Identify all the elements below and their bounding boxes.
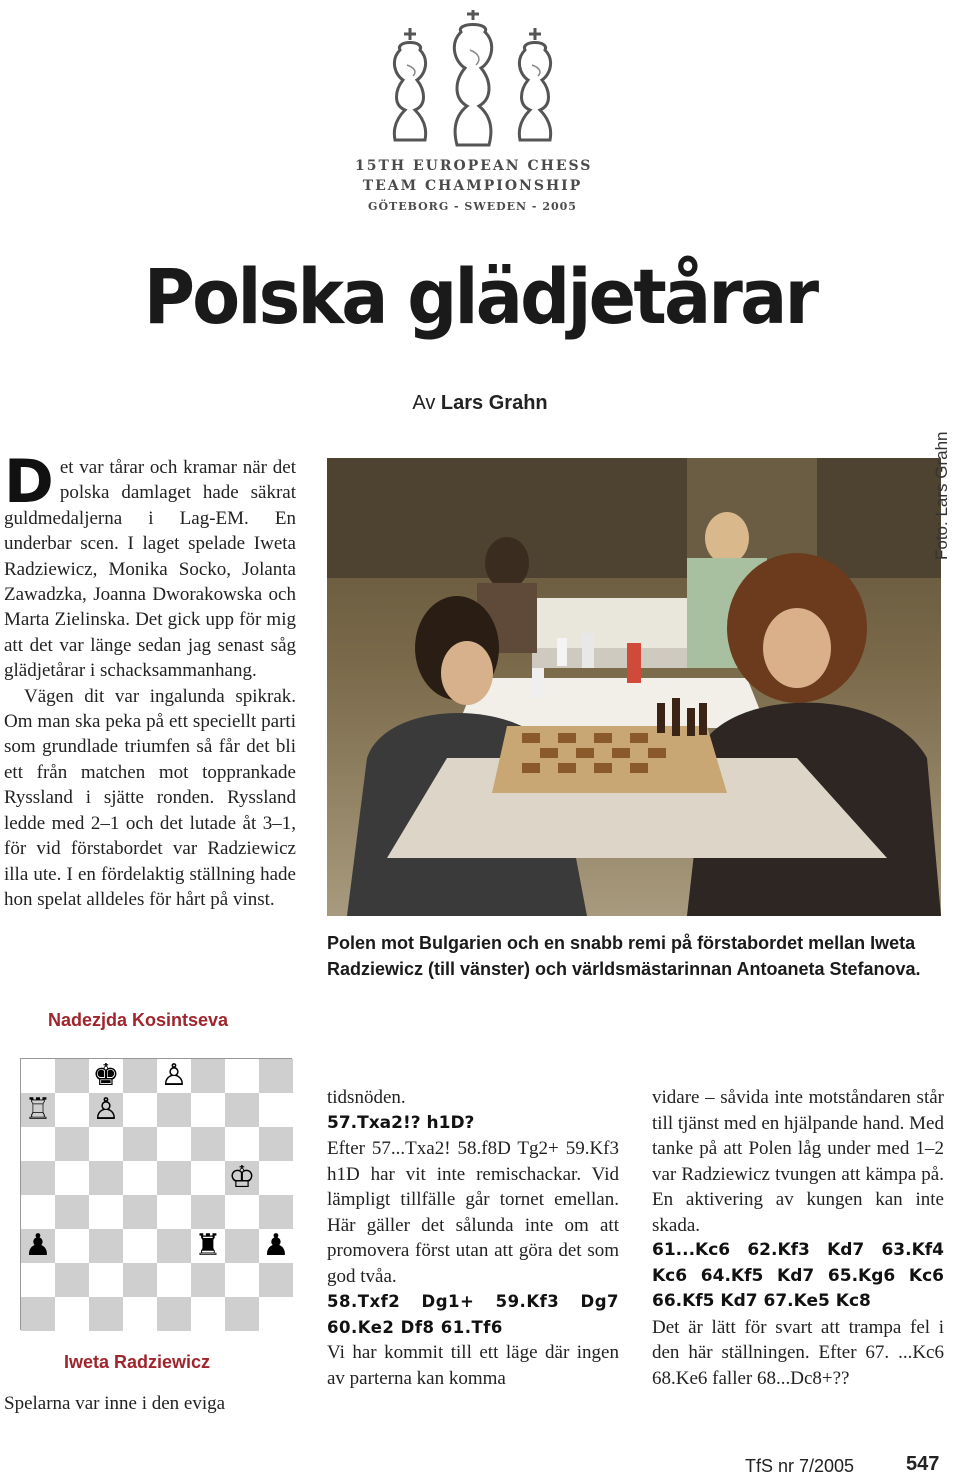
board-square-b1 bbox=[55, 1297, 89, 1331]
board-square-h5 bbox=[259, 1161, 293, 1195]
board-square-b7 bbox=[55, 1093, 89, 1127]
board-square-a8 bbox=[21, 1059, 55, 1093]
board-square-h7 bbox=[259, 1093, 293, 1127]
col2-text-3: Vi har kommit till ett läge där ingen av parterna kan komma bbox=[327, 1342, 619, 1389]
chess-pieces-logo-graphic bbox=[355, 10, 590, 155]
board-square-c6 bbox=[89, 1127, 123, 1161]
photo-credit-text: Foto: Lars Grahn bbox=[932, 431, 951, 560]
drop-cap: D bbox=[4, 447, 54, 517]
board-square-e3 bbox=[157, 1229, 191, 1263]
board-square-d8 bbox=[123, 1059, 157, 1093]
board-square-f7 bbox=[191, 1093, 225, 1127]
intro-paragraph-text: et var tårar och kramar när det polska damlaget hade säkrat guldmedaljerna i Lag-EM. En underbar scen. I laget spelade Iweta Radziewicz, Monika Socko, Jolanta Zawadzka, Joanna Dworakowska och Marta Zielinska. Det gick upp för mig att det var länge sedan jag senast såg glädjetårar i schacksammanhang. bbox=[4, 457, 296, 682]
board-square-f1 bbox=[191, 1297, 225, 1331]
board-square-d4 bbox=[123, 1195, 157, 1229]
board-square-b4 bbox=[55, 1195, 89, 1229]
board-square-g6 bbox=[225, 1127, 259, 1161]
championship-logo bbox=[355, 10, 593, 213]
board-square-b6 bbox=[55, 1127, 89, 1161]
page-number: 547 bbox=[906, 1453, 940, 1475]
board-square-c2 bbox=[89, 1263, 123, 1297]
board-square-c3 bbox=[89, 1229, 123, 1263]
board-square-d2 bbox=[123, 1263, 157, 1297]
column-2 bbox=[327, 1085, 619, 1391]
col3-text-1: vidare – såvida inte motståndaren står till tjänst med en hjälpande hand. Med tanke på att Polen låg under med 1–2 var Radziewicz tvungen att kämpa på. En aktivering av kungen kan inte skada. bbox=[652, 1087, 944, 1236]
white-king-icon: ♔ bbox=[228, 1160, 256, 1195]
black-pawn-icon: ♟ bbox=[262, 1228, 290, 1263]
board-square-d1 bbox=[123, 1297, 157, 1331]
board-square-h1 bbox=[259, 1297, 293, 1331]
col3-moves-1: 61...Kc6 62.Kf3 Kd7 63.Kf4 Kc6 64.Kf5 Kd7 65.Kg6 Kc6 66.Kf5 Kd7 67.Ke5 Kc8 bbox=[652, 1240, 944, 1311]
logo-text-line-1: 15TH EUROPEAN CHESS bbox=[355, 158, 593, 174]
board-square-h8 bbox=[259, 1059, 293, 1093]
board-square-e7 bbox=[157, 1093, 191, 1127]
board-square-e1 bbox=[157, 1297, 191, 1331]
magazine-issue: TfS nr 7/2005 bbox=[745, 1456, 855, 1476]
board-square-c4 bbox=[89, 1195, 123, 1229]
board-square-h4 bbox=[259, 1195, 293, 1229]
photo-caption: Polen mot Bulgarien och en snabb remi på förstabordet mellan Iweta Radziewicz (till vänster) och världsmästarinnan Antoaneta Stefanova. bbox=[327, 933, 921, 979]
board-square-f4 bbox=[191, 1195, 225, 1229]
board-square-h2 bbox=[259, 1263, 293, 1297]
diagram-top-player: Nadezjda Kosintseva bbox=[48, 1010, 229, 1030]
board-square-f5 bbox=[191, 1161, 225, 1195]
board-square-c1 bbox=[89, 1297, 123, 1331]
col3-text-2: Det är lätt för svart att trampa fel i den här ställningen. Efter 67. ...Kc6 68.Ke6 faller 68...Dc8+?? bbox=[652, 1316, 944, 1389]
board-square-d7 bbox=[123, 1093, 157, 1127]
white-rook-icon: ♖ bbox=[24, 1092, 52, 1127]
board-square-f2 bbox=[191, 1263, 225, 1297]
board-square-g3 bbox=[225, 1229, 259, 1263]
col2-moves-2: 58.Txf2 Dg1+ 59.Kf3 Dg7 60.Ke2 Df8 61.Tf6 bbox=[327, 1292, 619, 1337]
board-square-h6 bbox=[259, 1127, 293, 1161]
board-square-g2 bbox=[225, 1263, 259, 1297]
black-rook-icon: ♜ bbox=[194, 1228, 222, 1263]
logo-text-line-3: GÖTEBORG - SWEDEN - 2005 bbox=[368, 200, 577, 213]
board-square-c5 bbox=[89, 1161, 123, 1195]
photo-credit bbox=[932, 431, 960, 590]
logo-text-line-2: TEAM CHAMPIONSHIP bbox=[362, 178, 583, 194]
board-square-b2 bbox=[55, 1263, 89, 1297]
board-square-g4 bbox=[225, 1195, 259, 1229]
match-photo bbox=[327, 458, 941, 916]
board-square-b3 bbox=[55, 1229, 89, 1263]
board-square-g7 bbox=[225, 1093, 259, 1127]
white-pawn-icon: ♙ bbox=[160, 1058, 188, 1093]
black-king-icon: ♚ bbox=[92, 1058, 120, 1093]
board-square-g8 bbox=[225, 1059, 259, 1093]
diagram-bottom-player: Iweta Radziewicz bbox=[64, 1352, 211, 1372]
board-square-f6 bbox=[191, 1127, 225, 1161]
board-square-a2 bbox=[21, 1263, 55, 1297]
board-square-b8 bbox=[55, 1059, 89, 1093]
col2-text-2: Efter 57...Txa2! 58.f8D Tg2+ 59.Kf3 h1D har vit inte remischackar. Vid lämpligt tillfälle går tornet emellan. Här gäller det sålunda inte om att promovera först utan att göra det som god tvåa. bbox=[327, 1138, 619, 1287]
board-square-d3 bbox=[123, 1229, 157, 1263]
board-square-f8 bbox=[191, 1059, 225, 1093]
board-square-b5 bbox=[55, 1161, 89, 1195]
board-square-a6 bbox=[21, 1127, 55, 1161]
col2-text-1: tidsnöden. bbox=[327, 1087, 406, 1108]
board-square-e4 bbox=[157, 1195, 191, 1229]
col2-moves-1: 57.Txa2!? h1D? bbox=[327, 1112, 475, 1133]
match-photo-image bbox=[327, 458, 941, 916]
board-square-d5 bbox=[123, 1161, 157, 1195]
board-square-g1 bbox=[225, 1297, 259, 1331]
board-square-a4 bbox=[21, 1195, 55, 1229]
chess-diagram bbox=[20, 1058, 292, 1330]
intro-column bbox=[4, 447, 296, 912]
column1-bottom-text: Spelarna var inne i den eviga bbox=[4, 1393, 226, 1414]
black-pawn-icon: ♟ bbox=[24, 1228, 52, 1263]
article-title: Polska glädjetårar bbox=[143, 252, 817, 341]
board-square-a1 bbox=[21, 1297, 55, 1331]
byline-prefix: Av bbox=[412, 392, 436, 414]
byline bbox=[0, 392, 960, 415]
board-square-e5 bbox=[157, 1161, 191, 1195]
intro-paragraph bbox=[4, 447, 296, 684]
column-3 bbox=[652, 1085, 944, 1391]
board-square-d6 bbox=[123, 1127, 157, 1161]
byline-author: Lars Grahn bbox=[440, 392, 548, 414]
board-square-e2 bbox=[157, 1263, 191, 1297]
board-square-e6 bbox=[157, 1127, 191, 1161]
white-pawn-icon: ♙ bbox=[92, 1092, 120, 1127]
second-paragraph: Vägen dit var ingalunda spikrak. Om man ska peka på ett speciellt parti som grundlade triumfen så får det bli ett från matchen mot topprankade Ryssland i sjätte ronden. Ryssland ledde med 2–1 och det lutade åt 3–1, för vid förstabordet var Radziewicz illa ute. I en fördelaktig ställning hade hon spelat alldeles för hårt på vinst. bbox=[4, 685, 296, 910]
board-square-a5 bbox=[21, 1161, 55, 1195]
